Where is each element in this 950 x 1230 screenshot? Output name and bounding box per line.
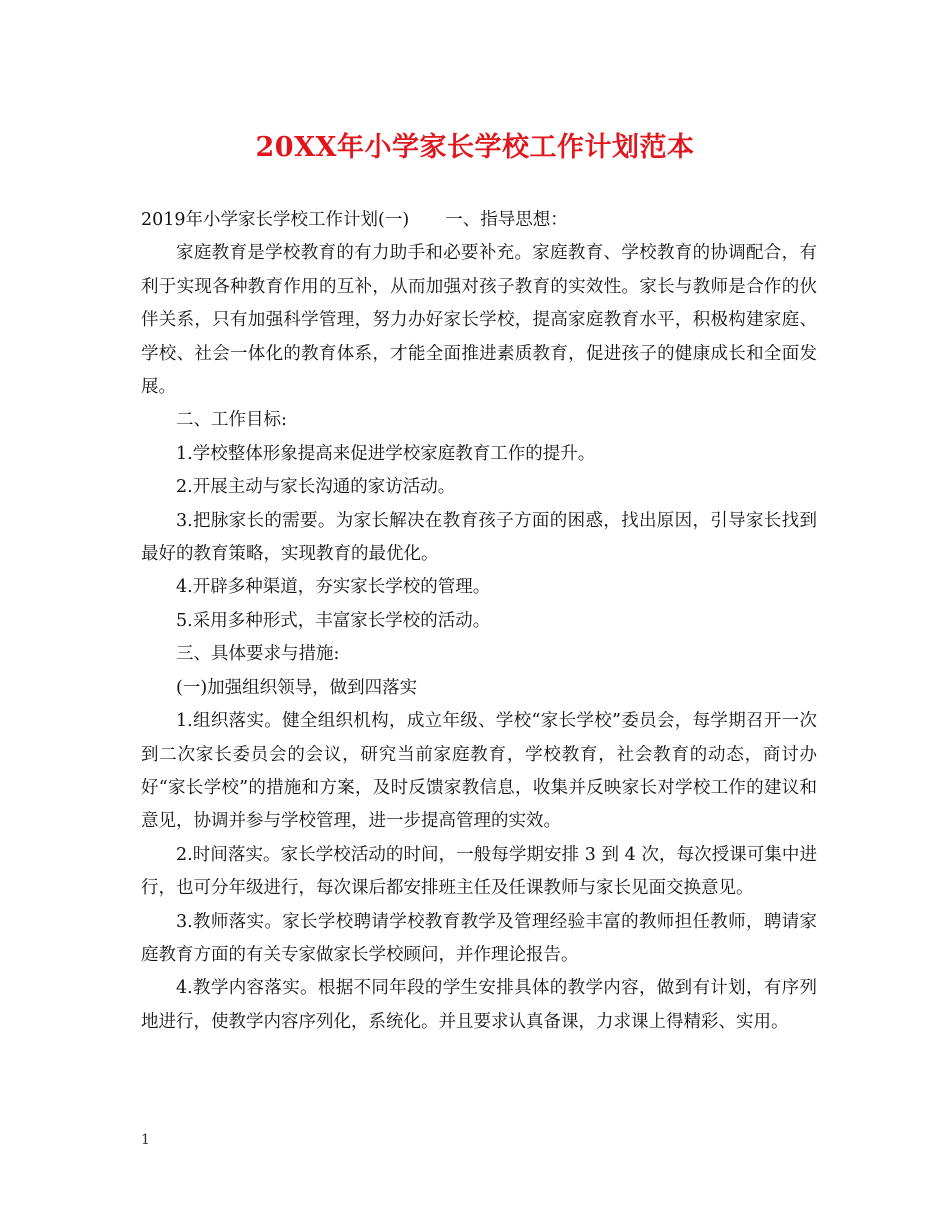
subsection-heading-organization: (一)加强组织领导，做到四落实 [176, 677, 418, 698]
document-title: 20XX年小学家长学校工作计划范本 [255, 132, 695, 163]
measure-item-3: 3.教师落实。家长学校聘请学校教育教学及管理经验丰富的教师担任教师，聘请家庭教育方面的有关专家做家长学校顾问，并作理论报告。 [141, 911, 817, 965]
measure-item-4: 4.教学内容落实。根据不同年段的学生安排具体的教学内容，做到有计划，有序列地进行，使教学内容序列化，系统化。并且要求认真备课，力求课上得精彩、实用。 [141, 978, 817, 1032]
measure-item-2: 2.时间落实。家长学校活动的时间，一般每学期安排 3 到 4 次，每次授课可集中进行，也可分年级进行，每次课后都安排班主任及任课教师与家长见面交换意见。 [141, 844, 817, 899]
section-heading-guiding-ideology: 一、指导思想： [445, 210, 568, 230]
goal-item-3: 3.把脉家长的需要。为家长解决在教育孩子方面的困惑，找出原因，引导家长找到最好的教育策略，实现教育的最优化。 [141, 510, 817, 565]
measure-item-1: 1.组织落实。健全组织机构，成立年级、学校“家长学校”委员会，每学期召开一次到二次家长委员会的会议，研究当前家庭教育，学校教育，社会教育的动态，商讨办好“家长学校”的措施和方案，及时反馈家教信息，收集并反映家长对学校工作的建议和意见，协调并参与学校管理，进一步提高管理的实效。 [141, 711, 817, 832]
document-body [141, 204, 817, 1039]
goal-item-5: 5.采用多种形式，丰富家长学校的活动。 [176, 610, 491, 631]
section-heading-work-goals: 二、工作目标: [176, 410, 287, 431]
paragraph-guiding-ideology: 家庭教育是学校教育的有力助手和必要补充。家庭教育、学校教育的协调配合，有利于实现各种教育作用的互补，从而加强对孩子教育的实效性。家长与教师是合作的伙伴关系，只有加强科学管理，努力办好家长学校，提高家庭教育水平，积极构建家庭、学校、社会一体化的教育体系，才能全面推进素质教育，促进孩子的健康成长和全面发展。 [141, 243, 817, 398]
goal-item-2: 2.开展主动与家长沟通的家访活动。 [176, 477, 456, 498]
goal-item-1: 1.学校整体形象提高来促进学校家庭教育工作的提升。 [176, 443, 596, 464]
plan-heading-line [141, 204, 817, 237]
page-number: 1 [141, 1132, 150, 1148]
plan-name: 2019年小学家长学校工作计划(一) [141, 210, 410, 230]
section-heading-requirements: 三、具体要求与措施: [176, 644, 340, 665]
goal-item-4: 4.开辟多种渠道，夯实家长学校的管理。 [176, 577, 491, 598]
